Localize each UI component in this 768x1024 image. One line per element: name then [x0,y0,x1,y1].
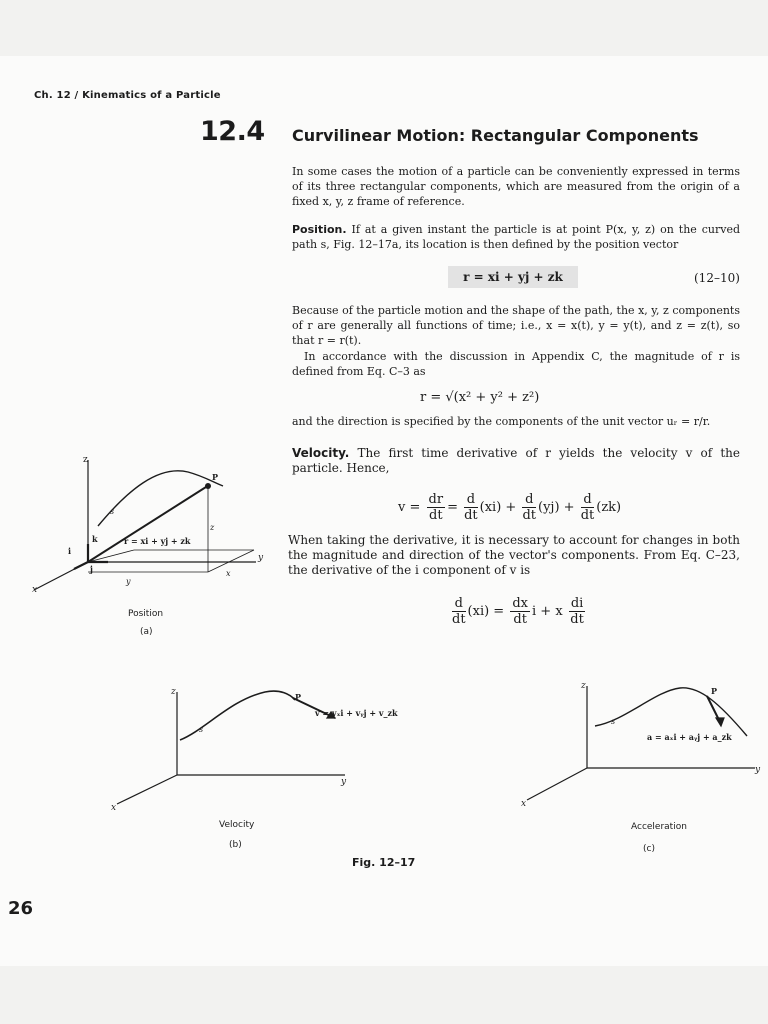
figure-a-caption: Position [128,609,164,619]
fig-a-path [98,471,223,526]
section-number: 12.4 [200,116,265,147]
fig-a-label-j: j [90,564,93,574]
velocity-heading: Velocity. [292,446,350,460]
deriv-frac-2: $\frac{di}{dt}$ [570,596,584,627]
position-text: If at a given instant the particle is at point P(x, y, z) on the curved path s, Fig. 12–17a, its location is then defined by the position vector [292,223,740,251]
velocity-term-0: = [447,500,458,515]
fig-c-label-y: y [755,765,761,775]
fig-a-label-s: s [110,507,115,516]
fig-b-label-z: z [171,687,176,697]
fig-b-path [180,691,295,740]
velocity-frac-0: $\frac{dr}{dt}$ [428,492,444,523]
fig-c-x-axis [527,768,587,800]
fig-a-label-y: y [258,553,264,563]
velocity-equation [398,492,621,523]
velocity-frac-1: $\frac{d}{dt}$ [464,492,478,523]
fig-b-label-v: v = vₓi + vᵧj + v_zk [315,708,398,718]
section-title: Curvilinear Motion: Rectangular Components [292,126,699,145]
deriv-term-0: (xi) = [467,604,505,619]
fig-a-label-i: i [68,546,72,556]
magnitude-paragraph: In accordance with the discussion in Appendix C, the magnitude of r is defined from Eq. C–3 as [292,350,740,378]
figure-a-position [28,450,278,650]
derivative-paragraph: When taking the derivative, it is necessary to account for changes in both the magnitude and direction of the vector's components. From Eq. C–23, the derivative of the i component of v is [288,533,740,577]
figure-c-caption: Acceleration [631,822,687,832]
direction-paragraph: and the direction is specified by the components of the unit vector uᵣ = r/r. [292,415,711,428]
fig-a-point-p [205,483,211,489]
figure-label: Fig. 12–17 [352,856,416,869]
position-heading: Position. [292,223,347,236]
page-number: 26 [8,898,34,919]
fig-c-label-s: s [611,717,616,726]
fig-b-x-axis [117,775,177,804]
velocity-term-1: (xi) + [479,500,517,515]
fig-b-label-p: P [295,692,302,702]
fig-b-label-y: y [341,777,347,787]
figure-b-caption: Velocity [219,820,255,830]
fig-a-label-yc: y [126,577,131,586]
deriv-term-1: i + x [532,604,563,619]
intro-paragraph: In some cases the motion of a particle can be conveniently expressed in terms of its three rectangular components, which are measured from the origin of a fixed x, y, z frame of reference. [292,165,740,208]
figure-c-sub: (c) [643,844,655,854]
fig-c-label-z: z [581,681,586,691]
fig-a-label-r: r = xi + yj + zk [124,536,191,546]
fig-a-position-vector [88,487,206,562]
figure-b-sub: (b) [229,840,242,850]
figure-a-sub: (a) [140,627,153,637]
fig-a-label-xc: x [226,569,231,578]
position-paragraph [292,222,740,252]
fig-a-label-k: k [92,534,98,544]
velocity-term-2: (yj) + [538,500,575,515]
equation-number: (12–10) [694,271,740,285]
figure-b-velocity [105,680,435,820]
fig-a-label-x: x [32,585,38,595]
fig-a-label-z: z [83,455,88,465]
fig-c-label-p: P [711,686,718,696]
fig-b-label-x: x [111,803,117,813]
velocity-frac-2: $\frac{d}{dt}$ [522,492,537,523]
fig-b-label-s: s [199,725,204,734]
fig-c-label-a: a = aₓi + aᵧj + a_zk [647,732,732,742]
fig-a-label-p: P [212,472,219,482]
figure-c-acceleration [515,676,765,816]
position-equation: r = xi + yj + zk [448,266,578,288]
velocity-paragraph [292,446,740,476]
fig-c-label-x: x [521,799,527,809]
fig-c-path [595,688,747,736]
derivative-equation [450,596,587,627]
velocity-frac-3: $\frac{d}{dt}$ [580,492,595,523]
velocity-text: The first time derivative of r yields the velocity v of the particle. Hence, [292,446,740,475]
position-components-paragraph: Because of the particle motion and the shape of the path, the x, y, z components of r are generally all functions of time; i.e., x = x(t), y = y(t), and z = z(t), so that r = r(t). [292,304,740,347]
deriv-frac-0: $\frac{d}{dt}$ [452,596,466,627]
velocity-term-3: (zk) [596,500,622,515]
fig-a-label-zc: z [210,523,215,532]
velocity-eq-lhs: v = [398,500,421,515]
deriv-frac-1: $\frac{dx}{dt}$ [512,596,529,627]
magnitude-equation: r = √(x² + y² + z²) [420,390,540,405]
chapter-header: Ch. 12 / Kinematics of a Particle [34,90,221,101]
